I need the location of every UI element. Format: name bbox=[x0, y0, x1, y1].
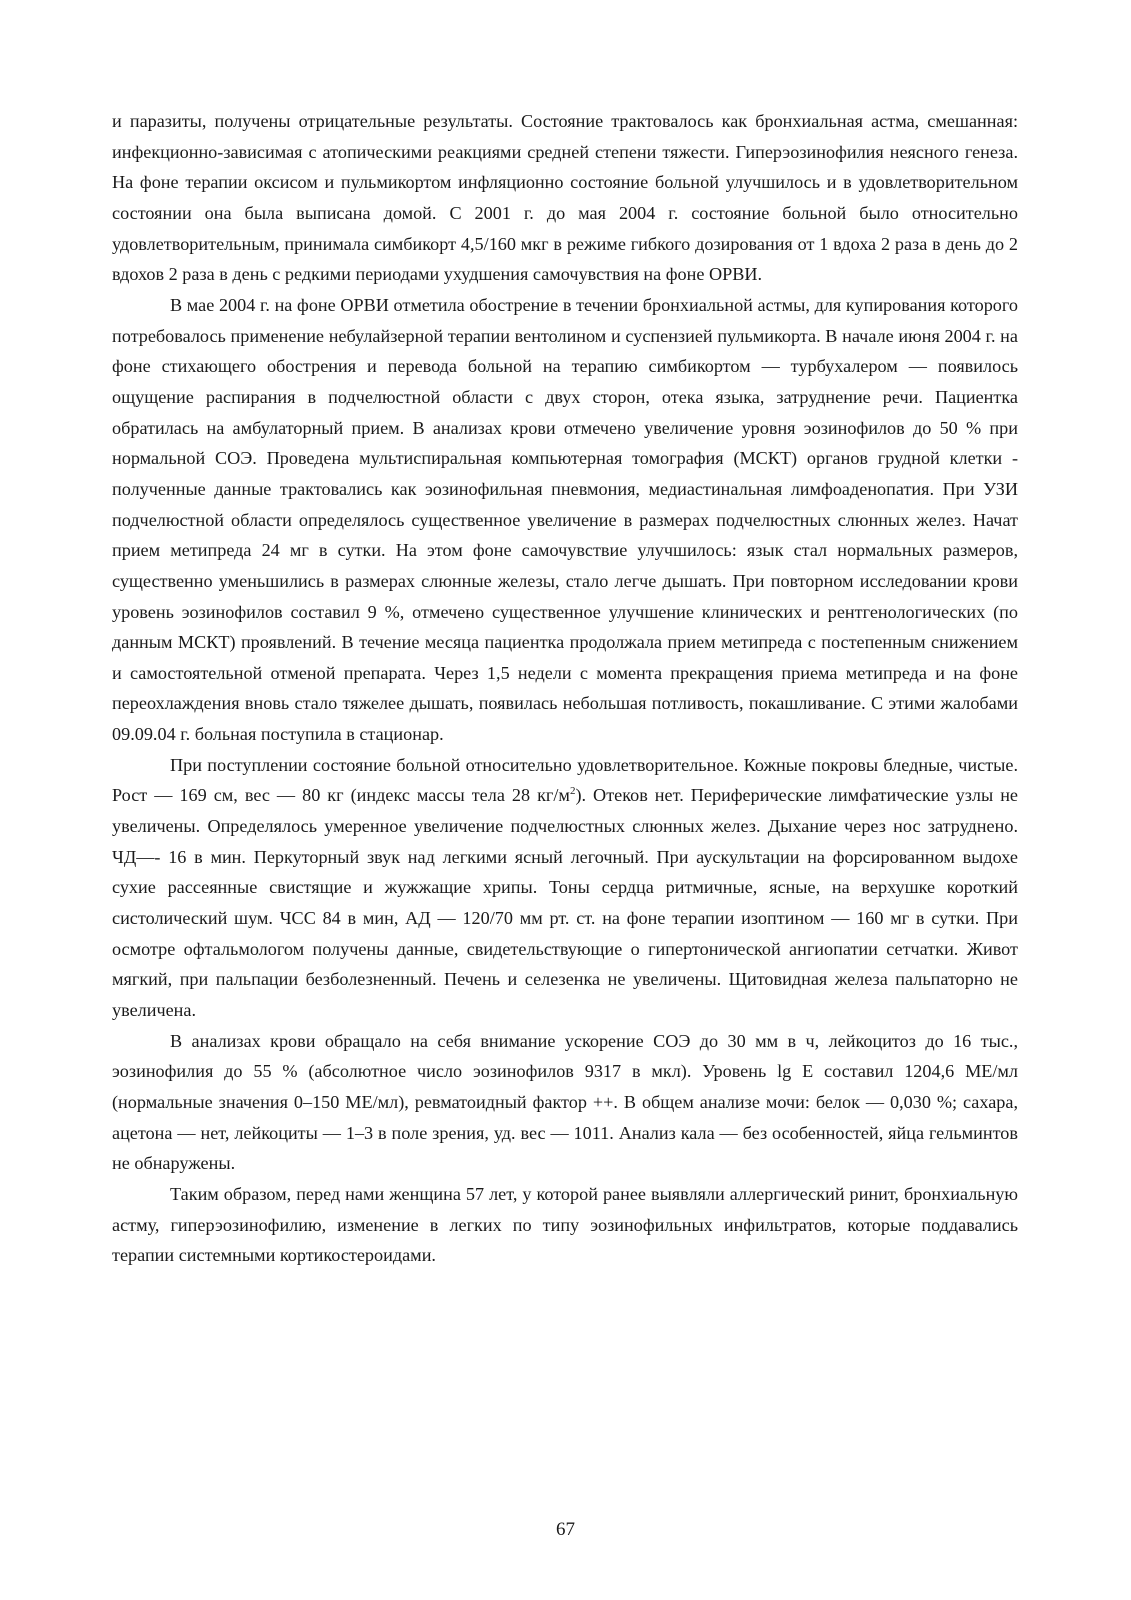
superscript-squared: 2 bbox=[569, 785, 576, 798]
paragraph-2: В мае 2004 г. на фоне ОРВИ отметила обострение в течении бронхиальной астмы, для купирования которого потребовалось применение небулайзерной терапии вентолином и суспензией пульмикорта. В начале июня 2004 г. на фоне стихающего обострения и перевода больной на терапию симбикортом — турбухалером — появилось ощущение распирания в подчелюстной области с двух сторон, отека языка, затруднение речи. Пациентка обратилась на амбулаторный прием. В анализах крови отмечено увеличение уровня эозинофилов до 50 % при нормальной СОЭ. Проведена мультиспиральная компьютерная томография (МСКТ) органов грудной клетки - полученные данные трактовались как эозинофильная пневмония, медиастинальная лимфоаденопатия. При УЗИ подчелюстной области определялось существенное увеличение в размерах подчелюстных слюнных желез. Начат прием метипреда 24 мг в сутки. На этом фоне самочувствие улучшилось: язык стал нормальных размеров, существенно уменьшились в размерах слюнные железы, стало легче дышать. При повторном исследовании крови уровень эозинофилов составил 9 %, отмечено существенное улучшение клинических и рентгенологических (по данным МСКТ) проявлений. В течение месяца пациентка продолжала прием метипреда с постепенным снижением и самостоятельной отменой препарата. Через 1,5 недели с момента прекращения приема метипреда и на фоне переохлаждения вновь стало тяжелее дышать, появилась небольшая потливость, покашливание. С этими жалобами 09.09.04 г. больная поступила в стационар. bbox=[112, 294, 1018, 745]
paragraph-5: Таким образом, перед нами женщина 57 лет, у которой ранее выявляли аллергический ринит, бронхиальную астму, гиперэозинофилию, изменение в легких по типу эозинофильных инфильтратов, которые поддавались терапии системными кортикостероидами. bbox=[112, 1183, 1018, 1266]
paragraph-3-part-1: При поступлении состояние больной относительно удовлетворительное. Кожные покровы бледные, чистые. Рост — 169 см, вес — 80 кг (индекс массы тела 28 кг/м bbox=[112, 754, 1018, 806]
page-number: 67 bbox=[556, 1519, 575, 1540]
page-body bbox=[112, 106, 1018, 1271]
paragraph-3-part-2: ). Отеков нет. Периферические лимфатические узлы не увеличены. Определялось умеренное увеличение подчелюстных слюнных желез. Дыхание через нос затруднено. ЧД—- 16 в мин. Перкуторный звук над легкими ясный легочный. При аускультации на форсированном выдохе сухие рассеянные свистящие и жужжащие хрипы. Тоны сердца ритмичные, ясные, на верхушке короткий систолический шум. ЧСС 84 в мин, АД — 120/70 мм рт. ст. на фоне терапии изоптином — 160 мг в сутки. При осмотре офтальмологом получены данные, свидетельствующие о гипертонической ангиопатии сетчатки. Живот мягкий, при пальпации безболезненный. Печень и селезенка не увеличены. Щитовидная железа пальпаторно не увеличена. bbox=[112, 785, 1019, 1021]
paragraph-1: и паразиты, получены отрицательные результаты. Состояние трактовалось как бронхиальная астма, смешанная: инфекционно-зависимая с атопическими реакциями средней степени тяжести. Гиперэозинофилия неясного генеза. На фоне терапии оксисом и пульмикортом инфляционно состояние больной улучшилось и в удовлетворительном состоянии она была выписана домой. С 2001 г. до мая 2004 г. состояние больной было относительно удовлетворительным, принимала симбикорт 4,5/160 мкг в режиме гибкого дозирования от 1 вдоха 2 раза в день до 2 вдохов 2 раза в день с редкими периодами ухудшения самочувствия на фоне ОРВИ. bbox=[112, 111, 1018, 285]
paragraph-3 bbox=[112, 750, 1018, 1026]
paragraph-4: В анализах крови обращало на себя внимание ускорение СОЭ до 30 мм в ч, лейкоцитоз до 16 тыс., эозинофилия до 55 % (абсолютное число эозинофилов 9317 в мкл). Уровень lg E составил 1204,6 МЕ/мл (нормальные значения 0–150 МЕ/мл), ревматоидный фактор ++. В общем анализе мочи: белок — 0,030 %; сахара, ацетона — нет, лейкоциты — 1–3 в поле зрения, уд. вес — 1011. Анализ кала — без особенностей, яйца гельминтов не обнаружены. bbox=[112, 1030, 1018, 1174]
